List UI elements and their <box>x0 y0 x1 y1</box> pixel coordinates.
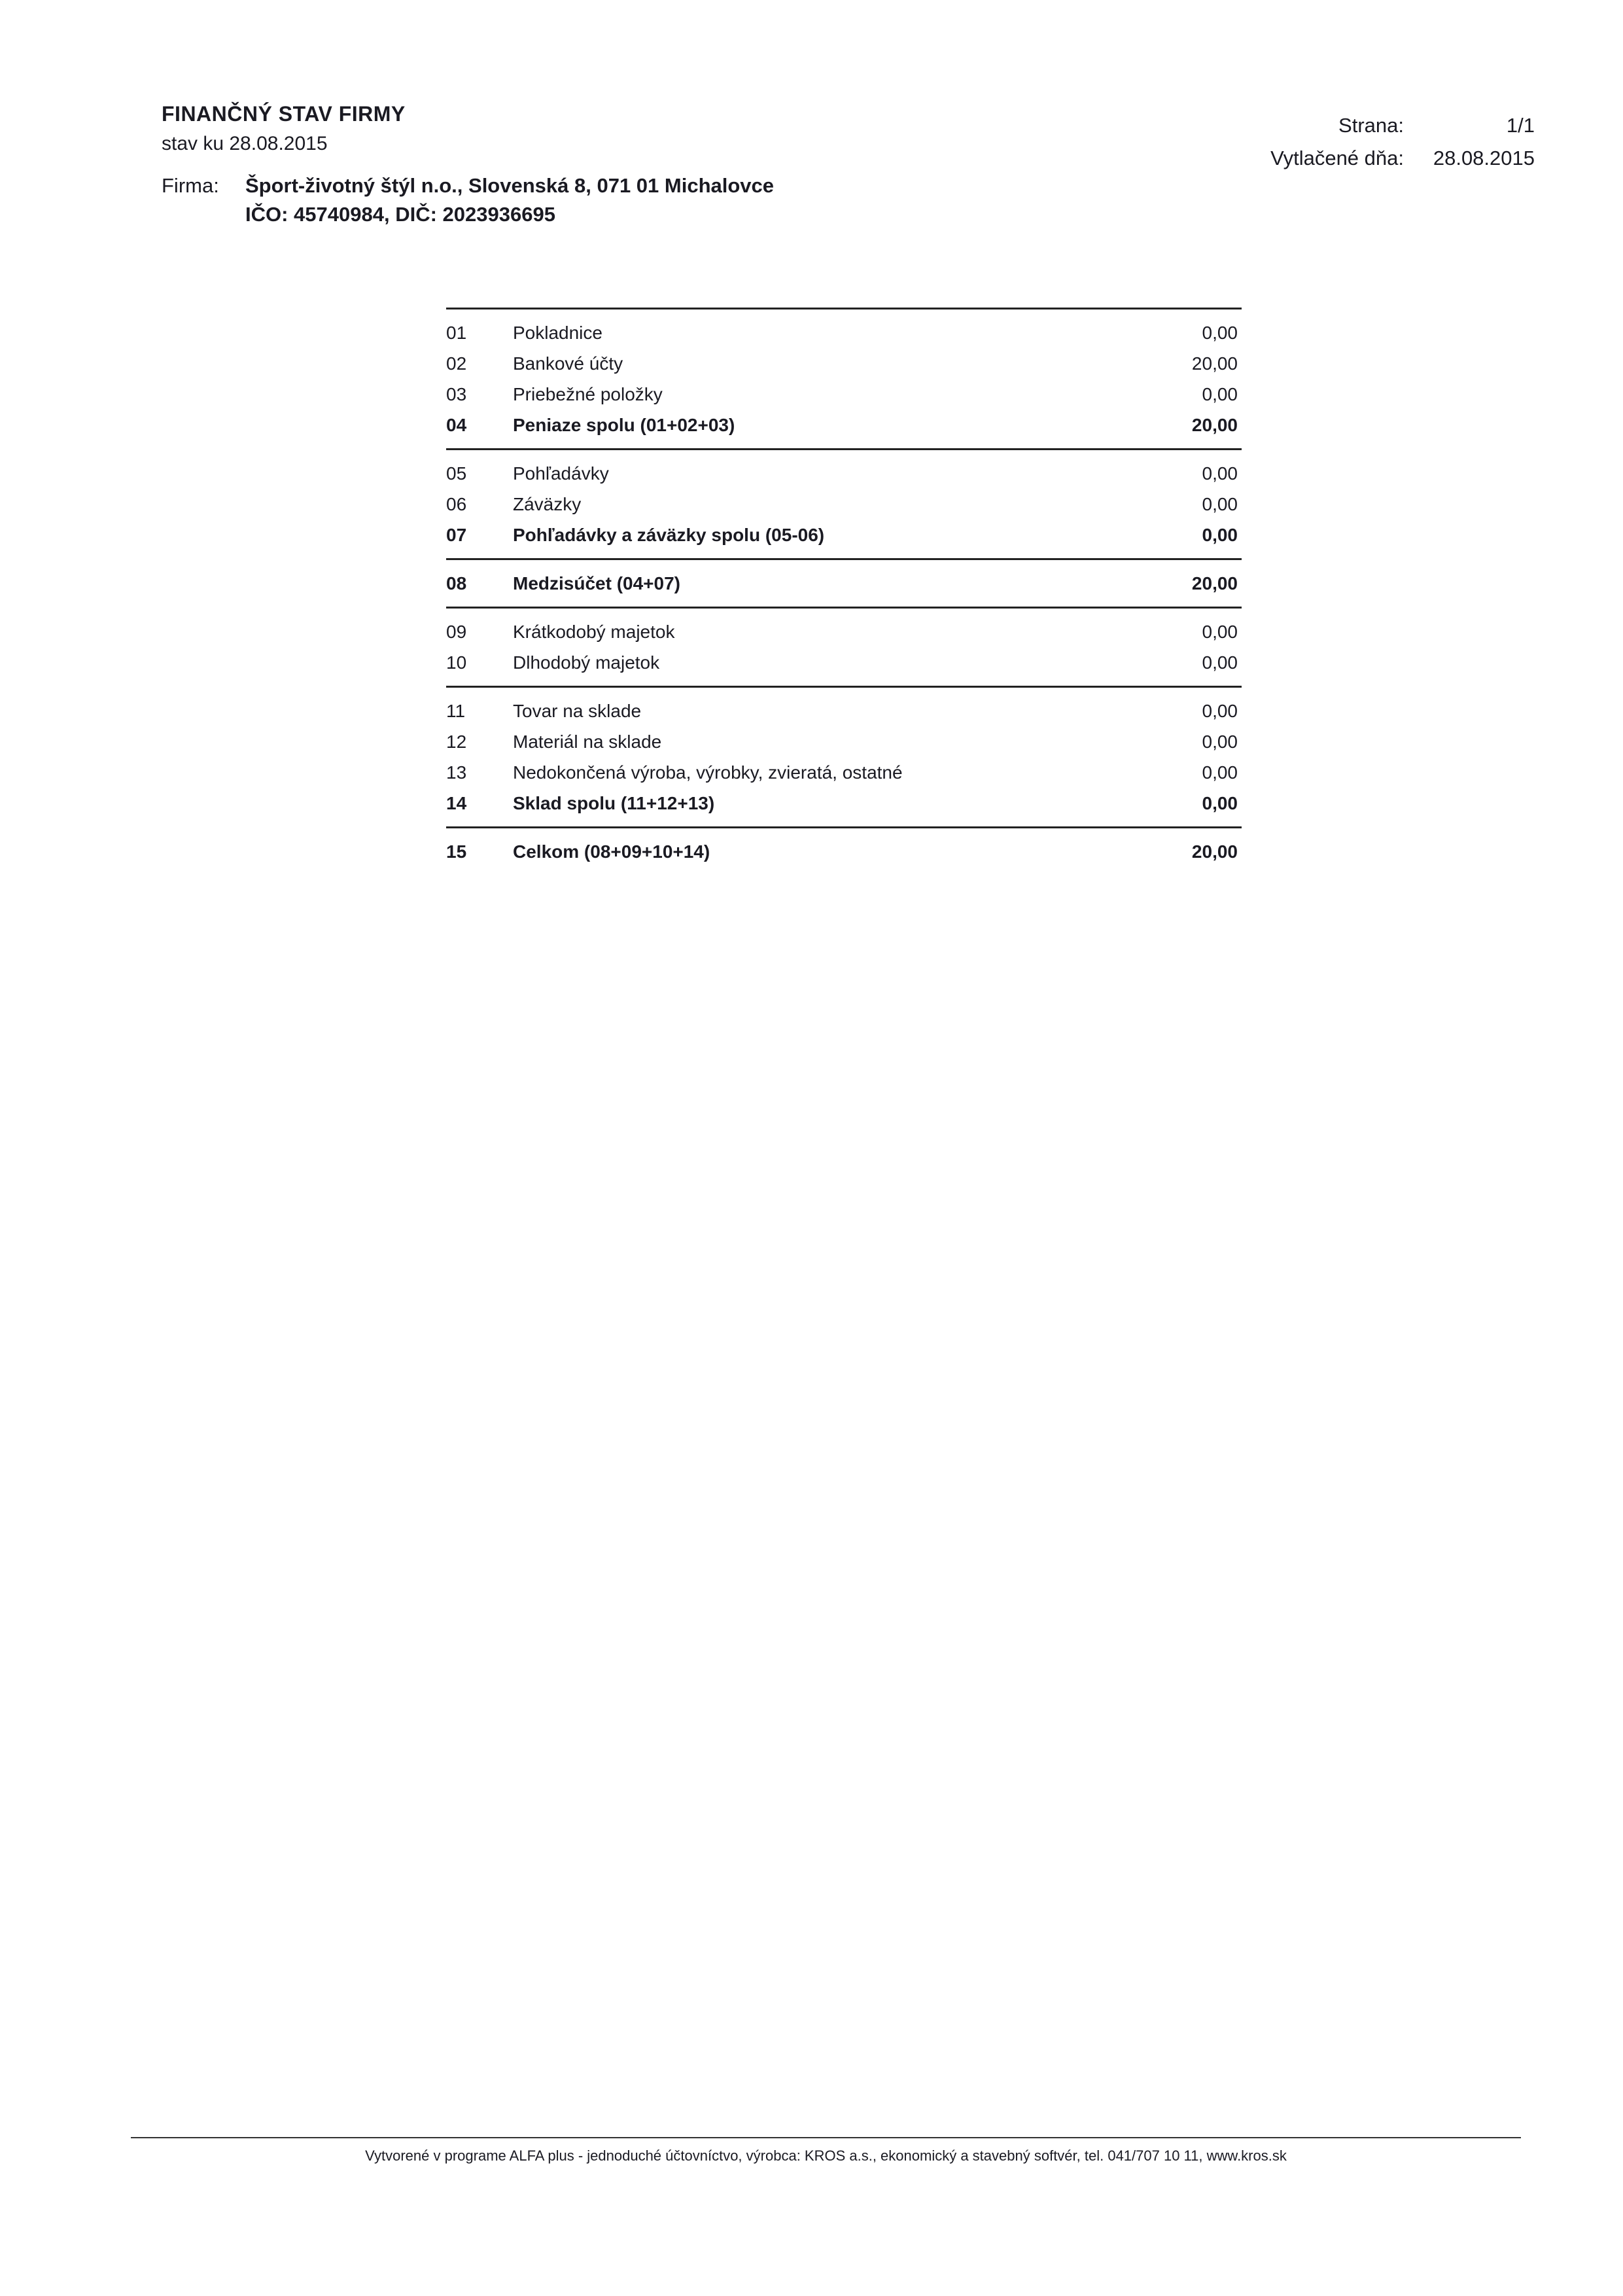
total-row <box>446 568 1242 599</box>
firm-value: Šport-životný štýl n.o., Slovenská 8, 071 01 Michalovce <box>245 174 775 197</box>
row-code: 01 <box>446 323 467 343</box>
table-row <box>446 757 1242 788</box>
row-amount: 20,00 <box>1191 353 1238 374</box>
row-label: Pokladnice <box>513 323 602 343</box>
printed-value: 28.08.2015 <box>1433 147 1535 169</box>
row-amount: 0,00 <box>1202 525 1238 545</box>
table-row <box>446 726 1242 757</box>
row-group <box>446 688 1242 826</box>
row-amount: 0,00 <box>1202 384 1238 404</box>
row-label: Sklad spolu (11+12+13) <box>513 793 715 813</box>
row-code: 13 <box>446 762 467 783</box>
row-code: 09 <box>446 622 467 642</box>
page-number-row <box>1270 114 1535 137</box>
page-label: Strana: <box>1338 114 1404 137</box>
row-code: 02 <box>446 353 467 374</box>
row-code: 15 <box>446 841 467 862</box>
financial-summary-table <box>446 308 1242 875</box>
row-amount: 0,00 <box>1202 762 1238 783</box>
row-group <box>446 609 1242 686</box>
row-group <box>446 450 1242 558</box>
row-label: Tovar na sklade <box>513 701 642 721</box>
total-row <box>446 520 1242 550</box>
row-code: 12 <box>446 732 467 752</box>
row-code: 03 <box>446 384 467 404</box>
footer-text: Vytvorené v programe ALFA plus - jednoduché účtovníctvo, výrobca: KROS a.s., ekonomický a stavebný softvér, tel. 041/707 10 11, www.kros.sk <box>365 2147 1287 2164</box>
table-row <box>446 458 1242 489</box>
row-group <box>446 560 1242 607</box>
document-header <box>162 102 406 155</box>
table-row <box>446 647 1242 678</box>
table-row <box>446 348 1242 379</box>
row-amount: 0,00 <box>1202 494 1238 514</box>
row-amount: 0,00 <box>1202 652 1238 673</box>
row-label: Záväzky <box>513 494 582 514</box>
row-amount: 0,00 <box>1202 463 1238 484</box>
page-value: 1/1 <box>1506 114 1535 137</box>
row-label: Nedokončená výroba, výrobky, zvieratá, ostatné <box>513 762 903 783</box>
row-code: 05 <box>446 463 467 484</box>
row-code: 04 <box>446 415 467 435</box>
printed-label: Vytlačené dňa: <box>1270 147 1404 169</box>
row-label: Medzisúčet (04+07) <box>513 573 680 593</box>
row-group <box>446 309 1242 448</box>
row-label: Pohľadávky a záväzky spolu (05-06) <box>513 525 825 545</box>
printed-date-row <box>1270 147 1535 170</box>
row-label: Bankové účty <box>513 353 623 374</box>
row-label: Peniaze spolu (01+02+03) <box>513 415 735 435</box>
row-amount: 20,00 <box>1191 573 1238 593</box>
row-code: 07 <box>446 525 467 545</box>
row-code: 10 <box>446 652 467 673</box>
table-row <box>446 379 1242 410</box>
table-row <box>446 696 1242 726</box>
table-row <box>446 616 1242 647</box>
document-title: FINANČNÝ STAV FIRMY <box>162 102 406 126</box>
row-amount: 0,00 <box>1202 622 1238 642</box>
row-label: Materiál na sklade <box>513 732 662 752</box>
footer-divider <box>131 2137 1521 2138</box>
row-amount: 20,00 <box>1191 841 1238 862</box>
row-amount: 0,00 <box>1202 793 1238 813</box>
total-row <box>446 836 1242 867</box>
row-label: Krátkodobý majetok <box>513 622 675 642</box>
row-code: 14 <box>446 793 467 813</box>
row-code: 08 <box>446 573 467 593</box>
total-row <box>446 410 1242 440</box>
as-of-date: stav ku 28.08.2015 <box>162 133 328 154</box>
row-label: Celkom (08+09+10+14) <box>513 841 710 862</box>
firm-line <box>162 174 774 198</box>
print-meta <box>1270 114 1535 179</box>
row-code: 11 <box>446 701 466 721</box>
row-label: Pohľadávky <box>513 463 609 484</box>
row-label: Dlhodobý majetok <box>513 652 660 673</box>
firm-label: Firma: <box>162 174 219 197</box>
total-row <box>446 788 1242 819</box>
row-code: 06 <box>446 494 467 514</box>
row-amount: 0,00 <box>1202 732 1238 752</box>
table-row <box>446 489 1242 520</box>
table-row <box>446 317 1242 348</box>
row-amount: 0,00 <box>1202 701 1238 721</box>
firm-ids: IČO: 45740984, DIČ: 2023936695 <box>245 203 555 226</box>
row-amount: 0,00 <box>1202 323 1238 343</box>
row-amount: 20,00 <box>1191 415 1238 435</box>
row-label: Priebežné položky <box>513 384 663 404</box>
row-group <box>446 828 1242 875</box>
